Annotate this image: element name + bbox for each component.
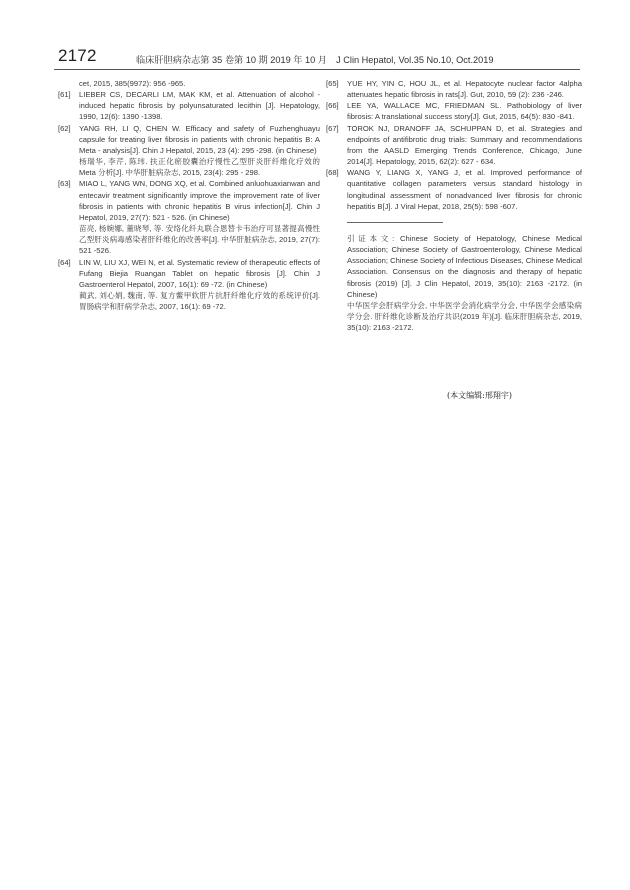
reference-number: [65] [326, 79, 339, 88]
reference-item [326, 100, 582, 122]
left-column [58, 78, 320, 312]
reference-text: YANG RH, LI Q, CHEN W. Efficacy and safety of Fuzhenghuayu capsule for treating liver fibrosis in patients with chronic hepatitis B: A Meta - analysis[J]. Chin J Hepatol, 2015, 23 (4): 295 -298. (in Chinese) [79, 123, 320, 155]
reference-text: YUE HY, YIN C, HOU JL, et al. Hepatocyte nuclear factor 4alpha attenuates hepatic fibrosis in rats[J]. Gut, 2010, 59 (2): 236 -246. [347, 79, 582, 100]
reference-item [326, 123, 582, 168]
reference-number: [63] [58, 179, 71, 189]
reference-number: [66] [326, 101, 339, 111]
reference-item [326, 167, 582, 212]
right-column [326, 78, 582, 333]
reference-item [326, 78, 582, 100]
reference-text: LIN W, LIU XJ, WEI N, et al. Systematic review of therapeutic effects of Fufang Biejia Ruangan Tablet on hepatic fibrosis [J]. Chin J Gastroenterol Hepatol, 2007, 16(1): 69 -72. (in Chinese) [79, 257, 320, 289]
editor-note: (本文编辑:邢翔宇) [447, 391, 512, 400]
reference-item [58, 89, 320, 122]
reference-text: TOROK NJ, DRANOFF JA, SCHUPPAN D, et al. Strategies and endpoints of antifibrotic drug trials: Summary and recommendations from the AASLD Emerging Trends Conference, Chicago, June 2014[J]. Hepatology, 2015, 62(2): 627 - 634. [347, 123, 582, 167]
reference-text-chinese: 蔺武, 刘心娟, 魏南, 等. 复方鳖甲软肝片抗肝纤维化疗效的系统评价[J]. 胃肠病学和肝病学杂志, 2007, 16(1): 69 -72. [79, 290, 320, 312]
reference-text-chinese: 苗亮, 杨婉娜, 董晓琴, 等. 安络化纤丸联合恩替卡韦治疗可显著提高慢性乙型肝炎病毒感染者肝纤维化的改善率[J]. 中华肝脏病杂志, 2019, 27(7): 521 -526. [79, 224, 320, 256]
citation-english: 引证本文: Chinese Society of Hepatology, Chinese Medical Association; Chinese Society of Gastroenterology, Chinese Medical Association; Chinese Society of Infectious Diseases, Chinese Medical Association. Consensus on the diagnosis and therapy of hepatic fibrosis (2019) [J]. J Clin Hepatol, 2019, 35(10): 2163 -2172. (in Chinese) [347, 233, 582, 299]
reference-text: LIEBER CS, DECARLI LM, MAK KM, et al. Attenuation of alcohol - induced hepatic fibrosis by polyunsaturated lecithin [J]. Hepatology, 1990, 12(6): 1390 -1398. [79, 90, 320, 122]
page-number: 2172 [58, 46, 97, 65]
reference-number: [68] [326, 168, 339, 178]
page-header [58, 46, 578, 70]
header-rule [54, 69, 580, 70]
reference-text: WANG Y, LIANG X, YANG J, et al. Improved performance of quantitative collagen parameters versus standard histology in longitudinal assessment of nonadvanced liver fibrosis for chronic hepatitis B[J]. J Viral Hepat, 2018, 25(5): 598 -607. [347, 168, 582, 211]
reference-continuation: cet, 2015, 385(9972): 956 -965. [79, 79, 186, 88]
citation-chinese: 中华医学会肝病学分会, 中华医学会消化病学分会, 中华医学会感染病学分会. 肝纤维化诊断及治疗共识(2019 年)[J]. 临床肝胆病杂志, 2019, 35(10): 2163 -2172. [347, 300, 582, 333]
reference-item [58, 257, 320, 313]
reference-item [58, 178, 320, 256]
citation-divider [347, 222, 443, 223]
reference-number: [61] [58, 90, 71, 100]
reference-item [58, 123, 320, 179]
reference-number: [64] [58, 257, 71, 267]
reference-text: MIAO L, YANG WN, DONG XQ, et al. Combined anluohuaxianwan and entecavir treatment significantly improve the improvement rate of liver fibrosis in patients with chronic hepatitis B virus infection[J]. Chin J Hepatol, 2019, 27(7): 521 - 526. (in Chinese) [79, 179, 320, 222]
journal-running-head: 临床肝胆病杂志第 35 卷第 10 期 2019 年 10 月 J Clin Hepatol, Vol.35 No.10, Oct.2019 [136, 55, 494, 65]
reference-text-chinese: 杨瑞华, 李芹, 陈玮. 扶正化瘀胶囊治疗慢性乙型肝炎肝纤维化疗效的 Meta 分析[J]. 中华肝脏病杂志, 2015, 23(4): 295 - 298. [79, 157, 320, 178]
reference-number: [62] [58, 123, 71, 133]
reference-number: [67] [326, 123, 339, 133]
reference-text: LEE YA, WALLACE MC, FRIEDMAN SL. Pathobiology of liver fibrosis: A translational success story[J]. Gut, 2015, 64(5): 830 -841. [347, 101, 582, 122]
